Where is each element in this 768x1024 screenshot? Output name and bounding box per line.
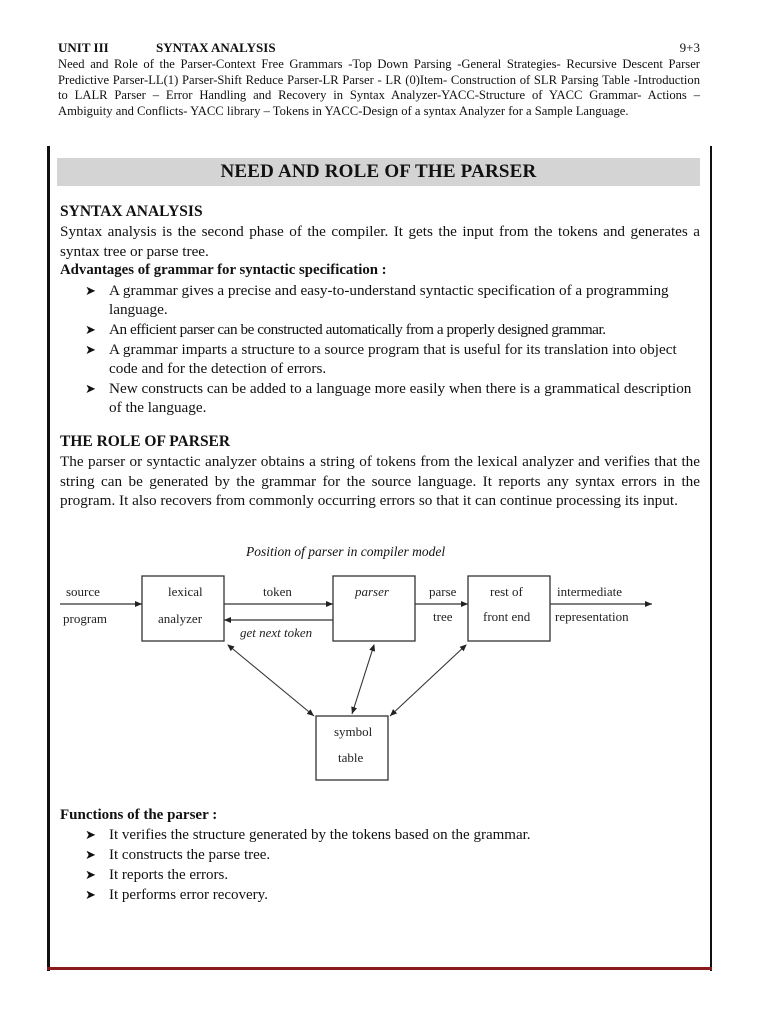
label-front-end: front end [483,609,531,624]
frame-bottom-rule [47,967,712,970]
label-token: token [263,584,292,599]
arrow-bullet-icon: ➤ [85,380,96,396]
list-item [85,379,700,418]
syllabus-text: Need and Role of the Parser-Context Free Grammars -Top Down Parsing -General Strategies- Recursive Descent Parser Predictive Parser-LL(1) Parser-Shift Reduce Parser-LR Parser - LR (0)Item- Construction of SLR Parsing Table -Introduction to LALR Parser – Error Handling and Recovery in Syntax Analyzer-YACC-Structure of YACC Grammar- Actions – Ambiguity and Conflicts- YACC library – Tokens in YACC-Design of a syntax Analyzer for a Sample Language. [58,57,700,118]
list-item [85,845,700,865]
label-lexical: lexical [168,584,203,599]
list-item-text: A grammar imparts a structure to a source program that is useful for its translation into object code and for the detection of errors. [109,340,677,378]
unit-line [58,40,700,56]
label-source: source [66,584,100,599]
arrow-bullet-icon: ➤ [85,867,96,882]
list-item [85,281,700,320]
list-item-text: It reports the errors. [109,867,229,883]
section-banner: NEED AND ROLE OF THE PARSER [57,158,700,186]
label-parse: parse [429,584,457,599]
main-content [60,202,700,511]
arrow-bullet-icon: ➤ [85,887,96,902]
diagram-svg [60,566,680,786]
list-item-text: A grammar gives a precise and easy-to-understand syntactic specification of a programming language. [109,281,669,319]
label-parser: parser [355,584,389,599]
label-representation: representation [555,609,629,624]
arrow-bullet-icon: ➤ [85,282,96,298]
list-item [85,865,700,885]
unit-number: UNIT III [58,40,109,55]
functions-heading: Functions of the parser : [60,807,218,823]
syntax-analysis-heading: SYNTAX ANALYSIS [60,203,203,220]
role-text: The parser or syntactic analyzer obtains a string of tokens from the lexical analyzer and verifies that the string can be generated by the grammar for the source language. It reports any syntax errors in the program. It also recovers from commonly occurring errors so that it can continue processing its input. [60,452,700,510]
label-symbol: symbol [334,724,373,739]
arrow-bullet-icon: ➤ [85,341,96,357]
unit-title: SYNTAX ANALYSIS [156,40,276,55]
advantages-heading: Advantages of grammar for syntactic specification : [60,262,387,279]
list-item-text: New constructs can be added to a language more easily when there is a grammatical description of the language. [109,379,692,417]
lexical-symbol-link [228,645,314,716]
list-item-text: It verifies the structure generated by the tokens based on the grammar. [109,827,531,843]
list-item [85,340,700,379]
unit-hours: 9+3 [679,40,700,55]
advantages-list [60,281,700,418]
arrow-bullet-icon: ➤ [85,847,96,862]
arrow-bullet-icon: ➤ [85,827,96,842]
list-item-text: It constructs the parse tree. [109,847,271,863]
list-item-text: An efficient parser can be constructed automatically from a properly designed grammar. [109,320,606,338]
label-program: program [63,611,108,626]
rest-symbol-link [390,645,466,716]
list-item-text: It performs error recovery. [109,887,268,903]
diagram-caption: Position of parser in compiler model [246,544,446,559]
syntax-analysis-text: Syntax analysis is the second phase of the compiler. It gets the input from the tokens and generates a syntax tree or parse tree. [60,223,700,260]
label-analyzer: analyzer [158,611,203,626]
label-tree: tree [433,609,453,624]
compiler-model-diagram [60,566,680,786]
label-table: table [338,750,364,765]
functions-section [60,805,700,905]
list-item [85,825,700,845]
list-item [85,885,700,905]
list-item [85,320,700,340]
label-intermediate: intermediate [557,584,622,599]
page-header [58,40,700,119]
label-rest-of: rest of [490,584,523,599]
label-get-next-token: get next token [240,625,313,640]
arrow-bullet-icon: ➤ [85,321,96,337]
role-heading: THE ROLE OF PARSER [60,432,231,450]
parser-symbol-link [352,645,374,714]
functions-list [60,825,700,905]
